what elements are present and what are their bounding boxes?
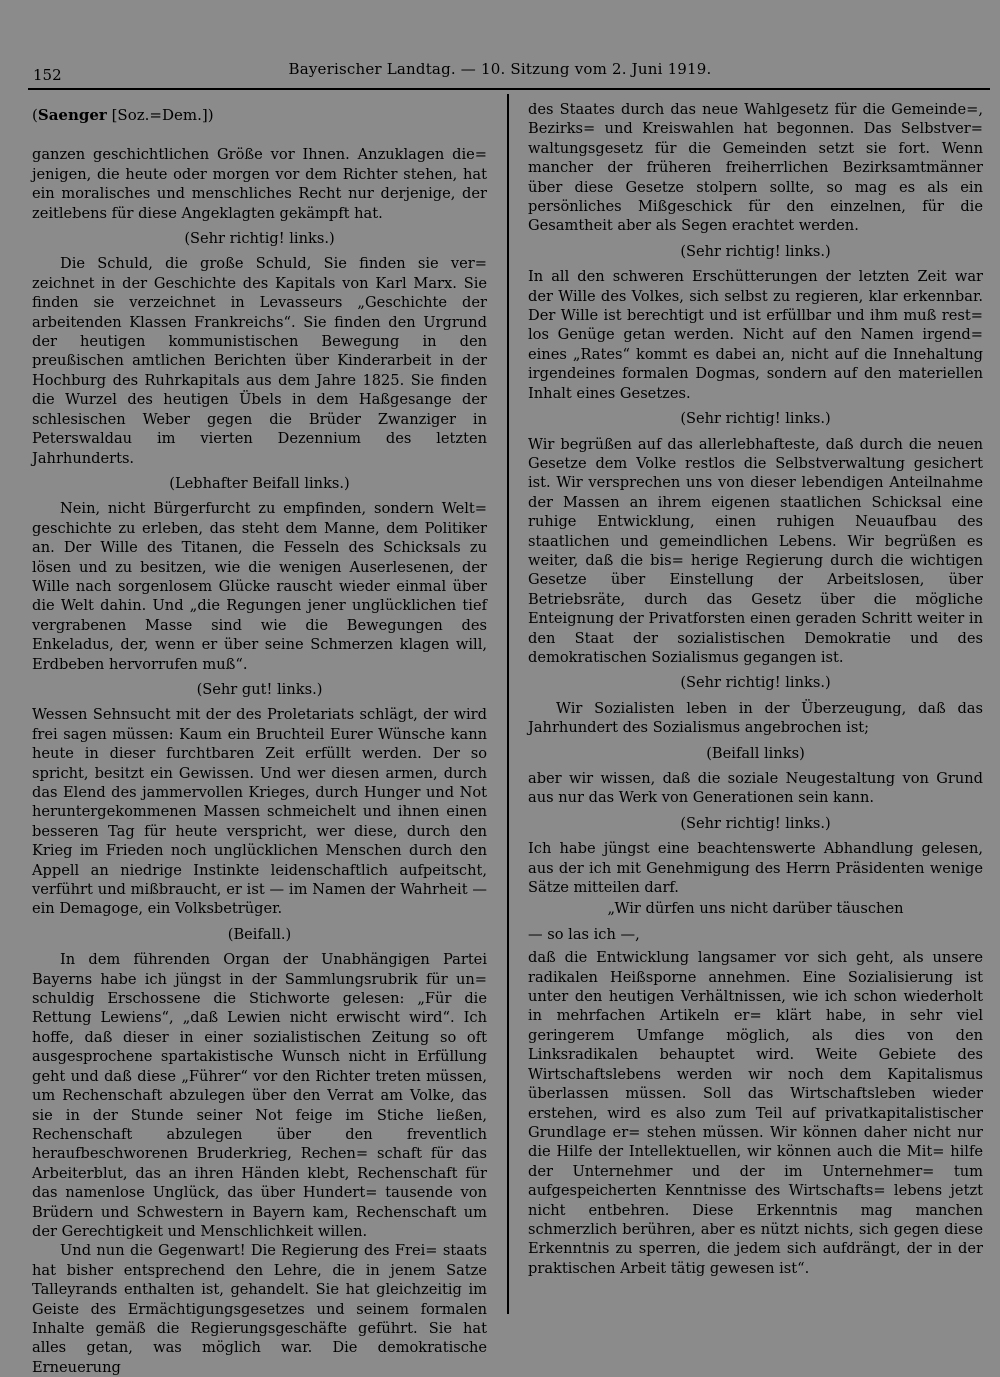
paragraph: Ich habe jüngst eine beachtenswerte Abhandlung gelesen, aus der ich mit Genehmigung des Herrn Präsidenten wenige Sätze mitteilen darf. xyxy=(528,840,983,897)
column-divider xyxy=(507,94,509,1314)
quote-heading: „Wir dürfen uns nicht darüber täuschen xyxy=(607,900,904,918)
paragraph: ganzen geschichtlichen Größe vor Ihnen. Anzuklagen die= jenigen, die heute oder morgen vor dem Richter stehen, hat ein moralisches und menschliches Recht nur derjenige, der zeitlebens für diese Angeklagten gekämpft hat. xyxy=(32,146,487,222)
speaker-party: [Soz.=Dem.] xyxy=(111,106,208,124)
page-number: 152 xyxy=(33,66,62,84)
interjection: (Sehr richtig! links.) xyxy=(680,410,831,428)
paragraph: Nein, nicht Bürgerfurcht zu empfinden, sondern Welt= geschichte zu erleben, das steht dem Manne, dem Politiker an. Der Wille des Titanen, die Fesseln des Schicksals zu lösen und zu besitzen, wie die wenigen Auserlesenen, der Wille nach sorgenlosem Glücke rauscht wieder einmal über die Welt dahin. Und „die Regungen jener unglücklichen tief vergrabenen Masse sind wie die Bewegungen des Enkeladus, der, wenn er über seine Schmerzen klagen will, Erdbeben hervorrufen muß“. xyxy=(32,500,487,673)
paragraph: des Staates durch das neue Wahlgesetz für die Gemeinde=, Bezirks= und Kreiswahlen hat begonnen. Das Selbstver= waltungsgesetz für die Gemeinden setzt sie fort. Wenn mancher der früheren freiherrlichen Bezirksamtmänner über diese Gesetze stolpern sollte, so mag es als ein persönliches Mißgeschick für den einzelnen, für die Gesamtheit aber als Segen erachtet werden. xyxy=(528,101,983,235)
interjection: (Sehr richtig! links.) xyxy=(680,814,831,832)
interjection: (Sehr richtig! links.) xyxy=(680,674,831,692)
paragraph: Und nun die Gegenwart! Die Regierung des Frei= staats hat bisher entsprechend den Lehre, die in jenem Satze Talleyrands enthalten ist, gehandelt. Sie hat gleichzeitig im Geiste des Ermächtigungsgesetzes und seinem formalen Inhalte gemäß die Regierungsgeschäfte geführt. Sie hat alles getan, was möglich war. Die demokratische Erneuerung xyxy=(32,1242,487,1376)
interjection: (Beifall links) xyxy=(706,744,805,762)
paragraph: aber wir wissen, daß die soziale Neugestaltung von Grund aus nur das Werk von Generationen sein kann. xyxy=(528,770,983,807)
paragraph: In all den schweren Erschütterungen der letzten Zeit war der Wille des Volkes, sich selbst zu regieren, klar erkennbar. Der Wille ist berechtigt und ist erfüllbar und ihm muß rest= los Genüge getan werden. Nicht auf den Namen irgend= eines „Rates“ kommt es dabei an, nicht auf die Innehaltung irgendeines formalen Dogmas, sondern auf den materiellen Inhalt eines Gesetzes. xyxy=(528,268,983,402)
quote-interjection: — so las ich —, xyxy=(528,925,640,943)
interjection: (Sehr richtig! links.) xyxy=(680,242,831,260)
quote-body: daß die Entwicklung langsamer vor sich geht, als unsere radikalen Heißsporne annehmen. Eine Sozialisierung ist unter den heutigen Verhältnissen, wie ich schon wiederholt in mehrfachen Artikeln er= klärt habe, in sehr viel geringerem Umfange möglich, als dies von den Linksradikalen behauptet wird. Weite Gebiete des Wirtschaftslebens werden wir noch dem Kapitalismus überlassen müssen. Soll das Wirtschaftsleben wieder erstehen, wird es also zum Teil auf privatkapitalistischer Grundlage er= stehen müssen. Wir können daher nicht nur die Hilfe der Intellektuellen, wir können auch die Mit= hilfe der Unternehmer und der im Unternehmer= tum aufgespeicherten Kenntnisse des Wirtschafts= lebens jetzt nicht entbehren. Diese Erkenntnis mag manchen schmerzlich berühren, aber es nützt nichts, sich gegen diese Erkenntnis zu sperren, die jedem sich aufdrängt, der in der praktischen Arbeit tätig gewesen ist“. xyxy=(528,949,983,1277)
paragraph: In dem führenden Organ der Unabhängigen Partei Bayerns habe ich jüngst in der Sammlungsrubrik für un= schuldig Erschossene die Stichworte gelesen: „Für die Rettung Lewiens“, „daß Lewien nicht erwischt wird“. Ich hoffe, daß dieser in einer sozialistischen Zeitung so oft ausgesprochene spartakistische Wunsch nicht in Erfüllung geht und daß diese „Führer“ vor den Richter treten müssen, um Rechenschaft abzulegen über den Verrat am Volke, das sie in der Stunde seiner Not feige im Stiche ließen, Rechenschaft abzulegen über den freventlich heraufbeschworenen Bruderkrieg, Rechen= schaft für das Arbeiterblut, das an ihren Händen klebt, Rechenschaft für das namenlose Unglück, das über Hundert= tausende von Brüdern und Schwestern in Bayern kam, Rechenschaft um der Gerechtigkeit und Menschlichkeit willen. xyxy=(32,951,487,1240)
interjection: (Lebhafter Beifall links.) xyxy=(169,474,350,492)
header-rule xyxy=(28,88,990,90)
paragraph: Die Schuld, die große Schuld, Sie finden sie ver= zeichnet in der Geschichte des Kapitals von Karl Marx. Sie finden sie verzeichnet in Levasseurs „Geschichte der arbeitenden Klassen Frankreichs“. Sie finden den Urgrund der heutigen kommunistischen Bewegung in den preußischen amtlichen Berichten über Kinderarbeit in der Hochburg des Ruhrkapitals aus dem Jahre 1825. Sie finden die Wurzel des heutigen Übels in dem Haßgesange der schlesischen Weber gegen die Brüder Zwanziger in Peterswaldau im vierten Dezennium des letzten Jahrhunderts. xyxy=(32,255,487,467)
speaker-name: Saenger xyxy=(37,106,107,124)
left-column xyxy=(32,100,487,1377)
right-column xyxy=(528,100,983,1278)
paragraph: Wessen Sehnsucht mit der des Proletariats schlägt, der wird frei sagen müssen: Kaum ein Bruchteil Eurer Wünsche kann heute in dieser furchtbaren Zeit erfüllt werden. Der so spricht, besitzt ein Gewissen. Und wer diesen armen, durch das Elend des jammervollen Krieges, durch Hunger und Not heruntergekommenen Massen schmeichelt und ihnen einen besseren Tag für heute verspricht, wer diese, durch den Krieg im Frieden noch unglücklichen Menschen durch den Appell an niedrige Instinkte leidenschaftlich aufpeitscht, verführt und mißbraucht, er ist — im Namen der Wahrheit — ein Demagoge, ein Volksbetrüger. xyxy=(32,706,487,918)
interjection: (Sehr gut! links.) xyxy=(196,680,323,698)
paragraph: Wir begrüßen auf das allerlebhafteste, daß durch die neuen Gesetze dem Volke restlos die Selbstverwaltung gesichert ist. Wir versprechen uns von dieser lebendigen Anteilnahme der Massen an ihrem eigenen staatlichen Schicksal eine ruhige Entwicklung, einen ruhigen Neuaufbau des staatlichen und gemeindlichen Lebens. Wir begrüßen es weiter, daß die bis= herige Regierung durch die wichtigen Gesetze über Einstellung der Arbeitslosen, über Betriebsräte, durch das Gesetz über die mögliche Enteignung der Privatforsten einen geraden Schritt weiter in den Staat der sozialistischen Demokratie und des demokratischen Sozialismus gegangen ist. xyxy=(528,435,983,666)
running-title: Bayerischer Landtag. — 10. Sitzung vom 2. Juni 1919. xyxy=(288,60,712,78)
paragraph: Wir Sozialisten leben in der Überzeugung, daß das Jahrhundert des Sozialismus angebrochen ist; xyxy=(528,699,983,737)
speaker-heading: (Saenger [Soz.=Dem.]) xyxy=(32,106,214,124)
interjection: (Beifall.) xyxy=(227,925,292,943)
interjection: (Sehr richtig! links.) xyxy=(184,230,335,248)
